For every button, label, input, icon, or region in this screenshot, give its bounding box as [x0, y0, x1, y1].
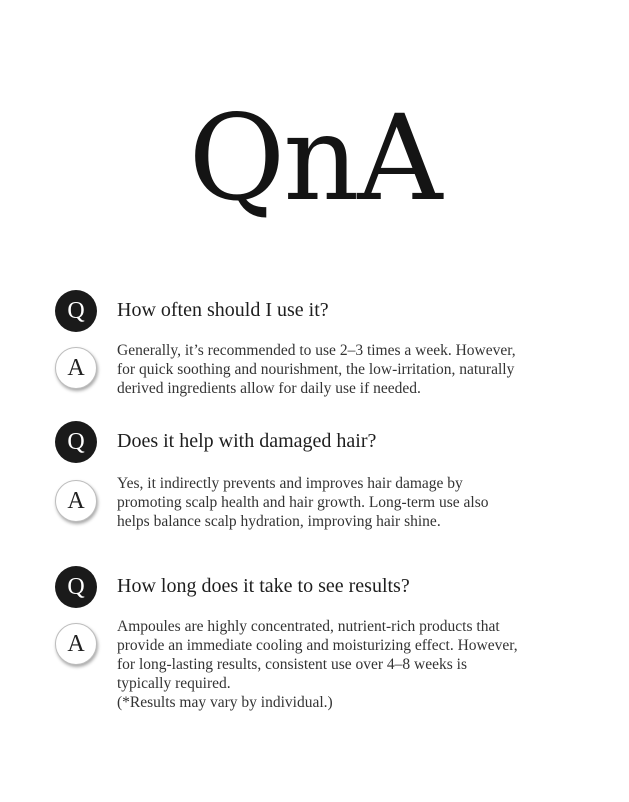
- answer-badge: A: [55, 623, 97, 665]
- answer-line: for quick soothing and nourishment, the low-irritation, naturally: [117, 361, 515, 378]
- question-text: How long does it take to see results?: [117, 575, 410, 597]
- answer-line: Generally, it’s recommended to use 2–3 times a week. However,: [117, 342, 516, 359]
- answer-text: [117, 474, 597, 531]
- page-title: QnA: [188, 89, 441, 227]
- answer-line: (*Results may vary by individual.): [117, 694, 333, 711]
- answer-line: provide an immediate cooling and moisturizing effect. However,: [117, 637, 518, 654]
- answer-line: Ampoules are highly concentrated, nutrient-rich products that: [117, 618, 500, 635]
- answer-line: Yes, it indirectly prevents and improves hair damage by: [117, 475, 463, 492]
- answer-line: derived ingredients allow for daily use if needed.: [117, 380, 421, 397]
- answer-line: helps balance scalp hydration, improving hair shine.: [117, 513, 441, 530]
- question-badge: Q: [55, 421, 97, 463]
- answer-text: [117, 341, 597, 398]
- answer-badge: A: [55, 480, 97, 522]
- question-text: Does it help with damaged hair?: [117, 430, 377, 452]
- answer-line: for long-lasting results, consistent use over 4–8 weeks is: [117, 656, 467, 673]
- answer-text: [117, 617, 597, 712]
- answer-line: typically required.: [117, 675, 231, 692]
- question-badge: Q: [55, 566, 97, 608]
- question-badge: Q: [55, 290, 97, 332]
- answer-line: promoting scalp health and hair growth. Long-term use also: [117, 494, 489, 511]
- answer-badge: A: [55, 347, 97, 389]
- question-text: How often should I use it?: [117, 299, 329, 321]
